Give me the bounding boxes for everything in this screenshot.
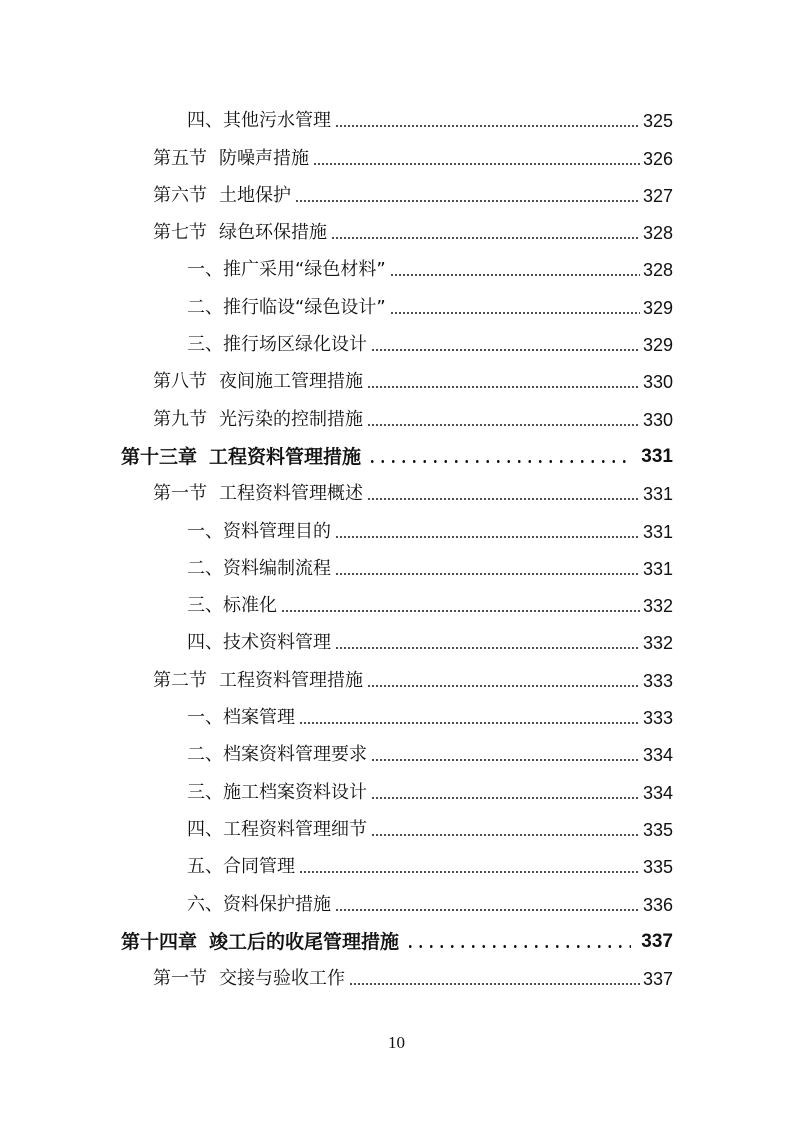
dot-leader <box>335 536 640 538</box>
toc-entry-item[interactable] <box>0 287 793 324</box>
toc-entry-title: 交接与验收工作 <box>219 968 345 990</box>
toc-entry-number: 三、 <box>187 781 223 803</box>
dot-leader <box>367 460 631 463</box>
dot-leader <box>390 274 640 276</box>
dot-leader <box>405 945 631 948</box>
dot-leader <box>281 610 640 612</box>
toc-entry-number: 第八节 <box>153 371 207 393</box>
dot-leader <box>367 498 640 500</box>
toc-entry-title: 夜间施工管理措施 <box>219 371 363 393</box>
toc-entry-item[interactable] <box>0 735 793 772</box>
dot-leader <box>335 125 640 127</box>
toc-entry-number: 二、 <box>187 557 223 579</box>
toc-entry-number: 第七节 <box>153 222 207 244</box>
toc-entry-page: 336 <box>642 894 673 915</box>
toc-entry-number: 第十四章 <box>121 930 198 953</box>
toc-entry-page: 330 <box>642 372 673 393</box>
toc-entry-number: 二、 <box>187 296 223 318</box>
toc-entry-page: 332 <box>642 633 673 654</box>
toc-entry-title: 技术资料管理 <box>223 632 331 654</box>
toc-entry-page: 334 <box>642 745 673 766</box>
toc-entry-chapter[interactable] <box>0 437 793 474</box>
toc-entry-title: 资料保护措施 <box>223 893 331 915</box>
toc-entry-page: 335 <box>642 857 673 878</box>
dot-leader <box>335 573 640 575</box>
toc-entry-section[interactable] <box>0 474 793 511</box>
dot-leader <box>371 759 640 761</box>
toc-entry-section[interactable] <box>0 138 793 175</box>
toc-entry-title: 标准化 <box>223 595 277 617</box>
dot-leader <box>371 834 640 836</box>
toc-entry-page: 325 <box>642 111 673 132</box>
toc-entry-number: 第十三章 <box>121 445 198 468</box>
toc-entry-number: 第九节 <box>153 408 207 430</box>
toc-entry-page: 332 <box>642 596 673 617</box>
toc-entry-number: 三、 <box>187 334 223 356</box>
dot-leader <box>390 312 640 314</box>
toc-entry-page: 331 <box>642 484 673 505</box>
toc-entry-title: 档案管理 <box>223 707 295 729</box>
toc-entry-page: 329 <box>642 297 673 318</box>
dot-leader <box>335 647 640 649</box>
dot-leader <box>367 685 640 687</box>
toc-entry-item[interactable] <box>0 884 793 921</box>
dot-leader <box>371 797 640 799</box>
toc-entry-number: 一、 <box>187 520 223 542</box>
toc-entry-number: 四、 <box>187 632 223 654</box>
toc-entry-number: 六、 <box>187 893 223 915</box>
dot-leader <box>367 424 640 426</box>
toc-entry-page: 328 <box>642 260 673 281</box>
toc-entry-item[interactable] <box>0 810 793 847</box>
toc-entry-title: 推行临设“绿色设计” <box>223 296 386 318</box>
toc-entry-item[interactable] <box>0 623 793 660</box>
toc-entry-number: 五、 <box>187 856 223 878</box>
toc-entry-title: 竣工后的收尾管理措施 <box>209 930 400 953</box>
toc-entry-title: 施工档案资料设计 <box>223 781 367 803</box>
dot-leader <box>299 722 640 724</box>
dot-leader <box>349 983 640 985</box>
toc-entry-title: 工程资料管理措施 <box>219 669 363 691</box>
toc-entry-title: 工程资料管理措施 <box>209 445 362 468</box>
toc-entry-page: 328 <box>642 223 673 244</box>
toc-entry-title: 工程资料管理细节 <box>223 818 367 840</box>
toc-entry-item[interactable] <box>0 772 793 809</box>
toc-entry-number: 四、 <box>187 818 223 840</box>
toc-entry-title: 档案资料管理要求 <box>223 744 367 766</box>
toc-entry-item[interactable] <box>0 101 793 138</box>
toc-entry-number: 第五节 <box>153 147 207 169</box>
toc-entry-section[interactable] <box>0 362 793 399</box>
toc-entry-page: 326 <box>642 148 673 169</box>
toc-entry-title: 光污染的控制措施 <box>219 408 363 430</box>
page-number: 10 <box>388 1033 405 1052</box>
toc-entry-page: 327 <box>642 185 673 206</box>
dot-leader <box>299 871 640 873</box>
toc-entry-page: 333 <box>642 670 673 691</box>
toc-entry-number: 第一节 <box>153 483 207 505</box>
toc-entry-page: 337 <box>642 969 673 990</box>
toc-entry-title: 防噪声措施 <box>219 147 309 169</box>
toc-entry-number: 第一节 <box>153 968 207 990</box>
toc-entry-number: 一、 <box>187 707 223 729</box>
toc-entry-item[interactable] <box>0 586 793 623</box>
toc-entry-page: 331 <box>642 521 673 542</box>
dot-leader <box>313 163 640 165</box>
toc-entry-number: 三、 <box>187 595 223 617</box>
toc-entry-number: 二、 <box>187 744 223 766</box>
toc-entry-page: 330 <box>642 409 673 430</box>
toc-entry-title: 资料管理目的 <box>223 520 331 542</box>
toc-entry-section[interactable] <box>0 213 793 250</box>
toc-entry-section[interactable] <box>0 660 793 697</box>
toc-entry-title: 推广采用“绿色材料” <box>223 259 386 281</box>
toc-entry-title: 合同管理 <box>223 856 295 878</box>
toc-entry-number: 第六节 <box>153 184 207 206</box>
toc-entry-item[interactable] <box>0 549 793 586</box>
dot-leader <box>367 386 640 388</box>
toc-entry-section[interactable] <box>0 176 793 213</box>
toc-entry-title: 其他污水管理 <box>223 110 331 132</box>
toc-entry-number: 第二节 <box>153 669 207 691</box>
toc-entry-section[interactable] <box>0 959 793 996</box>
toc-entry-number: 一、 <box>187 259 223 281</box>
toc-entry-page: 335 <box>642 819 673 840</box>
toc-entry-page: 331 <box>642 558 673 579</box>
dot-leader <box>331 237 640 239</box>
toc-entry-chapter[interactable] <box>0 922 793 959</box>
toc-entry-item[interactable] <box>0 847 793 884</box>
toc-entry-item[interactable] <box>0 250 793 287</box>
toc-entry-title: 绿色环保措施 <box>219 222 327 244</box>
toc-entry-item[interactable] <box>0 325 793 362</box>
toc-entry-section[interactable] <box>0 399 793 436</box>
toc-entry-page: 334 <box>642 782 673 803</box>
toc-entry-item[interactable] <box>0 511 793 548</box>
toc-entry-page: 333 <box>642 708 673 729</box>
toc-entry-page: 329 <box>642 335 673 356</box>
toc-entry-page: 331 <box>641 445 673 467</box>
toc-entry-number: 四、 <box>187 110 223 132</box>
toc-entry-title: 资料编制流程 <box>223 557 331 579</box>
toc-entry-title: 工程资料管理概述 <box>219 483 363 505</box>
toc-entry-title: 土地保护 <box>219 184 291 206</box>
toc-entry-title: 推行场区绿化设计 <box>223 334 367 356</box>
dot-leader <box>335 909 640 911</box>
toc-entry-page: 337 <box>641 930 673 952</box>
dot-leader <box>371 349 640 351</box>
toc-entry-item[interactable] <box>0 698 793 735</box>
table-of-contents <box>0 101 793 996</box>
dot-leader <box>295 200 640 202</box>
